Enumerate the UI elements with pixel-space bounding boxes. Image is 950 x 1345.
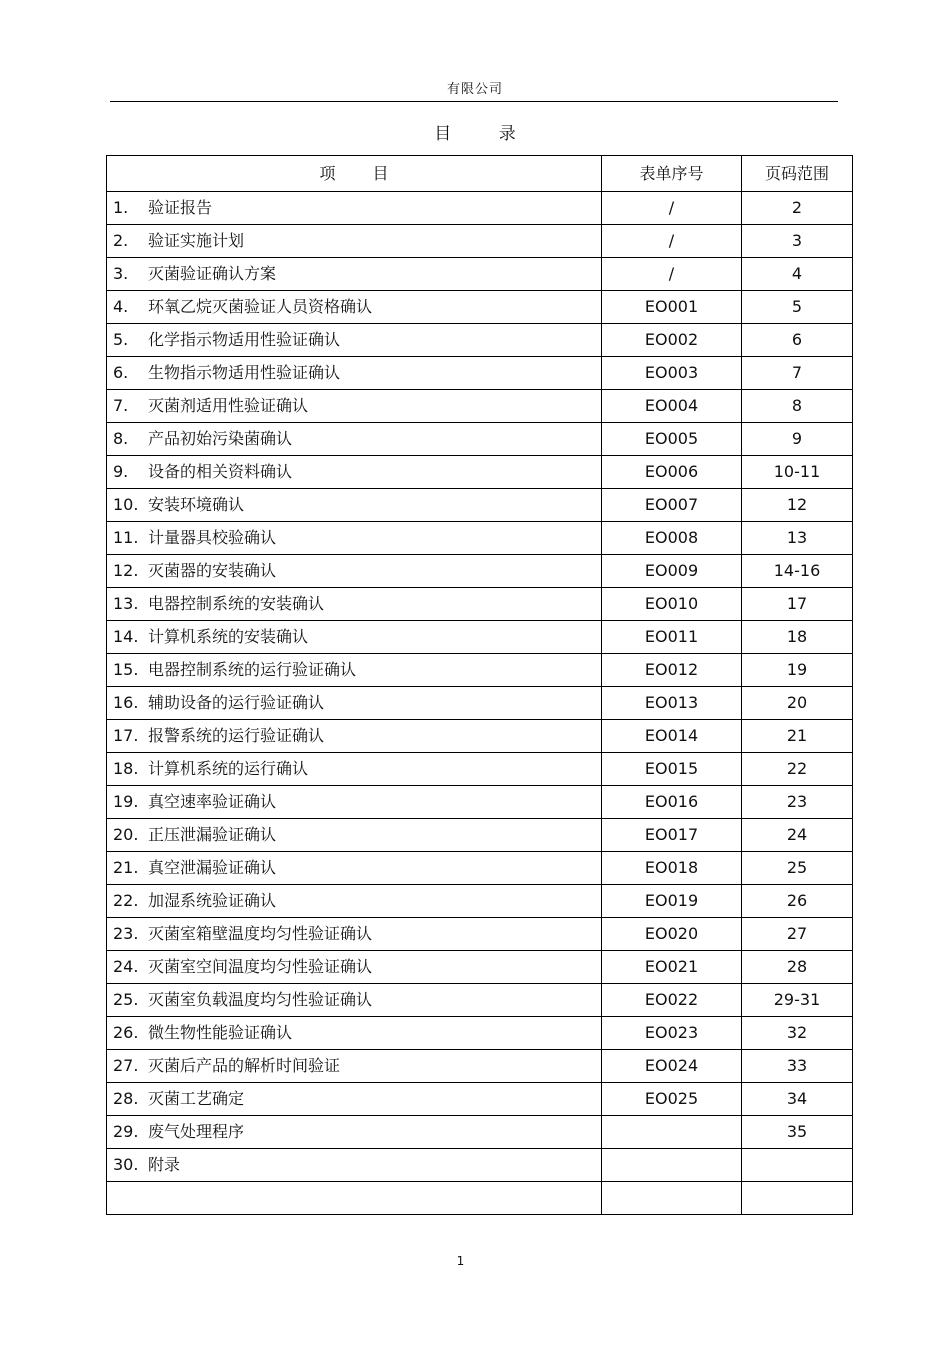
table-row — [107, 951, 853, 984]
item-title: 设备的相关资料确认 — [148, 462, 293, 481]
toc-table — [106, 155, 853, 1215]
item-title: 灭菌后产品的解析时间验证 — [148, 1056, 341, 1075]
item-title: 灭菌室箱壁温度均匀性验证确认 — [148, 924, 373, 943]
item-number: 30. — [113, 1155, 139, 1174]
item-number: 22. — [113, 891, 139, 910]
item-title: 报警系统的运行验证确认 — [148, 726, 325, 745]
item-number: 5. — [113, 330, 129, 349]
toc-item-cell — [107, 555, 602, 588]
item-number: 25. — [113, 990, 139, 1009]
table-row — [107, 225, 853, 258]
item-title: 附录 — [148, 1155, 181, 1174]
item-number: 15. — [113, 660, 139, 679]
form-number-cell: EO001 — [602, 291, 742, 324]
item-number: 16. — [113, 693, 139, 712]
form-number-cell: EO013 — [602, 687, 742, 720]
page-range-cell: 32 — [742, 1017, 853, 1050]
toc-item-cell — [107, 258, 602, 291]
form-number-cell: EO005 — [602, 423, 742, 456]
item-title: 安装环境确认 — [148, 495, 245, 514]
item-title: 辅助设备的运行验证确认 — [148, 693, 325, 712]
toc-item-cell — [107, 324, 602, 357]
toc-item-cell — [107, 1182, 602, 1215]
table-row — [107, 1050, 853, 1083]
page-range-cell: 21 — [742, 720, 853, 753]
form-number-cell: EO002 — [602, 324, 742, 357]
item-number: 26. — [113, 1023, 139, 1042]
item-title: 生物指示物适用性验证确认 — [148, 363, 341, 382]
table-row — [107, 885, 853, 918]
toc-item-cell — [107, 588, 602, 621]
table-row — [107, 1149, 853, 1182]
page-range-cell — [742, 1182, 853, 1215]
item-number: 8. — [113, 429, 129, 448]
form-number-cell: EO018 — [602, 852, 742, 885]
toc-header-row — [107, 156, 853, 192]
table-row — [107, 687, 853, 720]
toc-item-cell — [107, 489, 602, 522]
item-title: 产品初始污染菌确认 — [148, 429, 293, 448]
item-title: 计算机系统的运行确认 — [148, 759, 309, 778]
page-range-cell: 23 — [742, 786, 853, 819]
page-title: 目 录 — [434, 124, 516, 144]
item-title: 真空速率验证确认 — [148, 792, 277, 811]
page-range-cell — [742, 1149, 853, 1182]
header-page-range: 页码范围 — [742, 156, 853, 192]
form-number-cell: EO014 — [602, 720, 742, 753]
item-title: 化学指示物适用性验证确认 — [148, 330, 341, 349]
item-title: 灭菌器的安装确认 — [148, 561, 277, 580]
page-range-cell: 2 — [742, 192, 853, 225]
item-number: 1. — [113, 198, 129, 217]
page-range-cell: 6 — [742, 324, 853, 357]
header-item: 项 目 — [107, 156, 602, 192]
table-row — [107, 390, 853, 423]
item-title: 灭菌剂适用性验证确认 — [148, 396, 309, 415]
form-number-cell: EO009 — [602, 555, 742, 588]
toc-item-cell — [107, 1083, 602, 1116]
header-form-number: 表单序号 — [602, 156, 742, 192]
table-row — [107, 786, 853, 819]
toc-item-cell — [107, 225, 602, 258]
table-row — [107, 720, 853, 753]
page-range-cell: 9 — [742, 423, 853, 456]
table-row — [107, 984, 853, 1017]
page-range-cell: 13 — [742, 522, 853, 555]
page-range-cell: 10-11 — [742, 456, 853, 489]
form-number-cell: EO021 — [602, 951, 742, 984]
toc-item-cell — [107, 621, 602, 654]
item-title: 电器控制系统的安装确认 — [148, 594, 325, 613]
page-range-cell: 14-16 — [742, 555, 853, 588]
toc-item-cell — [107, 654, 602, 687]
page-range-cell: 17 — [742, 588, 853, 621]
table-row — [107, 522, 853, 555]
page-range-cell: 3 — [742, 225, 853, 258]
form-number-cell: EO004 — [602, 390, 742, 423]
table-row — [107, 324, 853, 357]
item-number: 19. — [113, 792, 139, 811]
table-row — [107, 258, 853, 291]
form-number-cell: / — [602, 192, 742, 225]
item-number: 18. — [113, 759, 139, 778]
toc-item-cell — [107, 852, 602, 885]
item-number: 28. — [113, 1089, 139, 1108]
item-number: 12. — [113, 561, 139, 580]
page-range-cell: 26 — [742, 885, 853, 918]
page-range-cell: 35 — [742, 1116, 853, 1149]
form-number-cell: EO016 — [602, 786, 742, 819]
page-range-cell: 25 — [742, 852, 853, 885]
toc-item-cell — [107, 687, 602, 720]
toc-item-cell — [107, 1116, 602, 1149]
item-number: 10. — [113, 495, 139, 514]
form-number-cell — [602, 1182, 742, 1215]
table-row — [107, 621, 853, 654]
form-number-cell: EO007 — [602, 489, 742, 522]
table-row — [107, 555, 853, 588]
form-number-cell — [602, 1149, 742, 1182]
form-number-cell — [602, 1116, 742, 1149]
item-title: 计算机系统的安装确认 — [148, 627, 309, 646]
item-number: 13. — [113, 594, 139, 613]
page-range-cell: 7 — [742, 357, 853, 390]
toc-item-cell — [107, 456, 602, 489]
item-number: 9. — [113, 462, 129, 481]
page-range-cell: 12 — [742, 489, 853, 522]
toc-item-cell — [107, 984, 602, 1017]
toc-item-cell — [107, 192, 602, 225]
item-number: 27. — [113, 1056, 139, 1075]
table-row — [107, 1116, 853, 1149]
table-row — [107, 489, 853, 522]
item-title: 验证实施计划 — [148, 231, 245, 250]
toc-item-cell — [107, 423, 602, 456]
toc-item-cell — [107, 1050, 602, 1083]
table-row — [107, 819, 853, 852]
item-number: 17. — [113, 726, 139, 745]
toc-item-cell — [107, 720, 602, 753]
toc-item-cell — [107, 951, 602, 984]
company-name: 有限公司 — [446, 82, 503, 97]
table-row — [107, 753, 853, 786]
item-number: 7. — [113, 396, 129, 415]
table-row — [107, 291, 853, 324]
item-number: 20. — [113, 825, 139, 844]
item-number: 21. — [113, 858, 139, 877]
form-number-cell: EO024 — [602, 1050, 742, 1083]
table-row — [107, 1182, 853, 1215]
item-title: 灭菌室负载温度均匀性验证确认 — [148, 990, 373, 1009]
form-number-cell: EO022 — [602, 984, 742, 1017]
toc-item-cell — [107, 522, 602, 555]
header-divider — [110, 101, 838, 102]
table-row — [107, 456, 853, 489]
toc-item-cell — [107, 1017, 602, 1050]
toc-item-cell — [107, 786, 602, 819]
item-number: 24. — [113, 957, 139, 976]
page-range-cell: 8 — [742, 390, 853, 423]
item-title: 计量器具校验确认 — [148, 528, 277, 547]
item-number: 29. — [113, 1122, 139, 1141]
form-number-cell: EO020 — [602, 918, 742, 951]
page-range-cell: 22 — [742, 753, 853, 786]
form-number-cell: EO003 — [602, 357, 742, 390]
form-number-cell: EO012 — [602, 654, 742, 687]
form-number-cell: / — [602, 258, 742, 291]
item-title: 灭菌室空间温度均匀性验证确认 — [148, 957, 373, 976]
item-title: 灭菌验证确认方案 — [148, 264, 277, 283]
form-number-cell: EO011 — [602, 621, 742, 654]
form-number-cell: / — [602, 225, 742, 258]
page-range-cell: 28 — [742, 951, 853, 984]
page-range-cell: 34 — [742, 1083, 853, 1116]
toc-item-cell — [107, 885, 602, 918]
item-number: 6. — [113, 363, 129, 382]
table-row — [107, 1017, 853, 1050]
table-row — [107, 357, 853, 390]
item-title: 废气处理程序 — [148, 1122, 245, 1141]
toc-item-cell — [107, 753, 602, 786]
item-title: 电器控制系统的运行验证确认 — [148, 660, 357, 679]
page-range-cell: 27 — [742, 918, 853, 951]
toc-item-cell — [107, 291, 602, 324]
page-range-cell: 19 — [742, 654, 853, 687]
page-range-cell: 20 — [742, 687, 853, 720]
item-number: 2. — [113, 231, 129, 250]
page-range-cell: 5 — [742, 291, 853, 324]
page-number: 1 — [456, 1254, 465, 1268]
item-title: 真空泄漏验证确认 — [148, 858, 277, 877]
toc-item-cell — [107, 918, 602, 951]
page-range-cell: 33 — [742, 1050, 853, 1083]
table-row — [107, 588, 853, 621]
toc-item-cell — [107, 390, 602, 423]
form-number-cell: EO008 — [602, 522, 742, 555]
table-row — [107, 918, 853, 951]
page-range-cell: 18 — [742, 621, 853, 654]
toc-body — [107, 192, 853, 1215]
form-number-cell: EO010 — [602, 588, 742, 621]
toc-item-cell — [107, 357, 602, 390]
item-title: 验证报告 — [148, 198, 213, 217]
item-number: 11. — [113, 528, 139, 547]
item-number: 23. — [113, 924, 139, 943]
item-title: 环氧乙烷灭菌验证人员资格确认 — [148, 297, 373, 316]
form-number-cell: EO017 — [602, 819, 742, 852]
table-row — [107, 852, 853, 885]
form-number-cell: EO006 — [602, 456, 742, 489]
item-title: 加湿系统验证确认 — [148, 891, 277, 910]
table-row — [107, 423, 853, 456]
page-range-cell: 4 — [742, 258, 853, 291]
form-number-cell: EO023 — [602, 1017, 742, 1050]
page-range-cell: 24 — [742, 819, 853, 852]
item-number: 14. — [113, 627, 139, 646]
form-number-cell: EO025 — [602, 1083, 742, 1116]
item-number: 4. — [113, 297, 129, 316]
toc-item-cell — [107, 1149, 602, 1182]
table-row — [107, 1083, 853, 1116]
item-title: 灭菌工艺确定 — [148, 1089, 245, 1108]
toc-item-cell — [107, 819, 602, 852]
table-row — [107, 192, 853, 225]
table-row — [107, 654, 853, 687]
item-title: 正压泄漏验证确认 — [148, 825, 277, 844]
item-number: 3. — [113, 264, 129, 283]
page-range-cell: 29-31 — [742, 984, 853, 1017]
form-number-cell: EO019 — [602, 885, 742, 918]
item-title: 微生物性能验证确认 — [148, 1023, 293, 1042]
form-number-cell: EO015 — [602, 753, 742, 786]
